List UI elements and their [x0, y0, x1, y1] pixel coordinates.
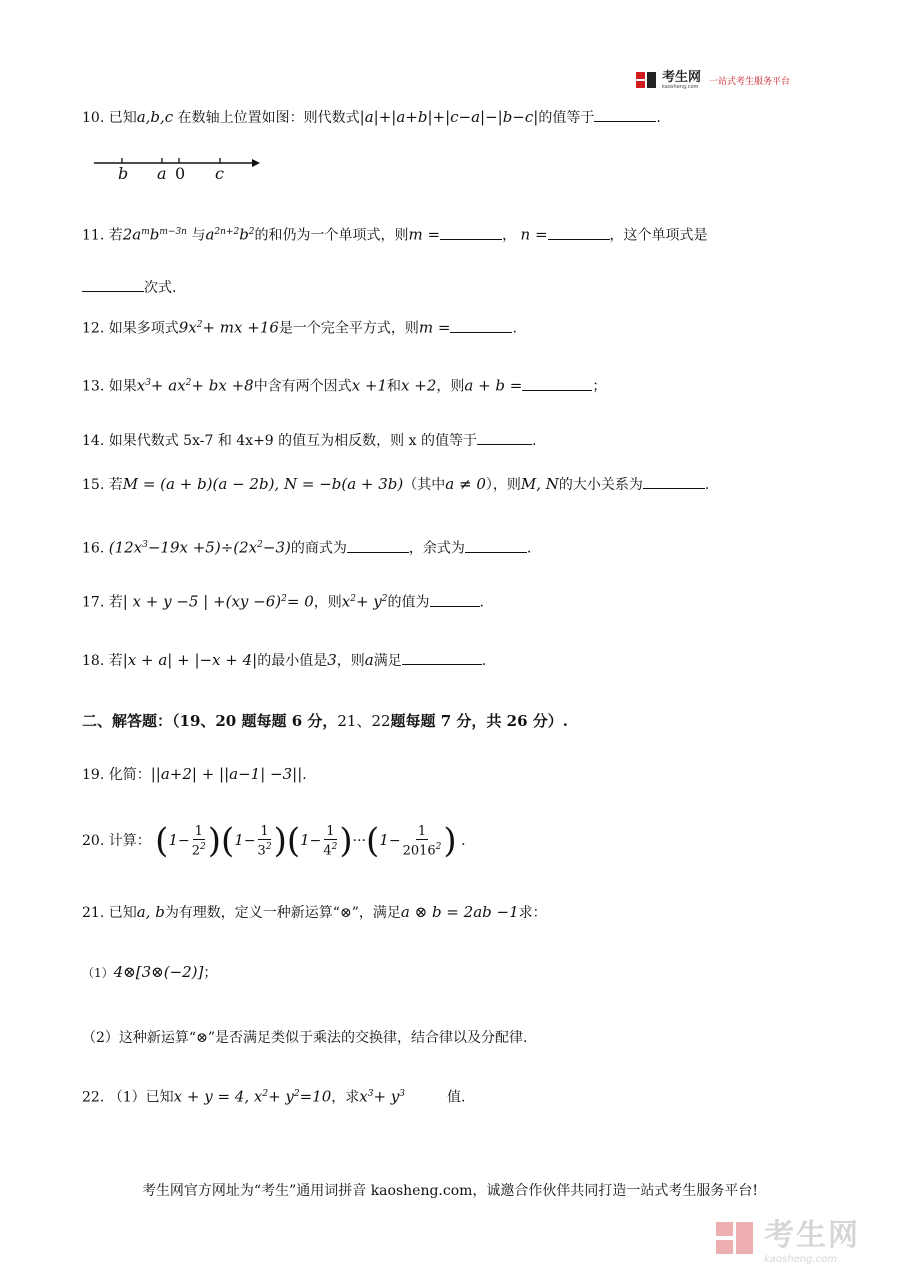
watermark-sub: kaosheng.com: [764, 1254, 837, 1265]
fraction-4: [403, 824, 442, 858]
q15-end: .: [704, 477, 710, 493]
paren-open: (: [221, 821, 235, 861]
q17-text-2: ，则: [313, 594, 342, 611]
q18-text-2: 的最小值是: [257, 653, 328, 669]
brand-name: 考生网: [662, 69, 702, 85]
q12-sup-1: 2: [196, 320, 203, 330]
q15-text-1: 若: [108, 477, 123, 493]
q21-math-3: 4⊗[3⊗(−2)]: [113, 963, 204, 981]
q19-math-1: ||a+2| + ||a−1| −3||: [150, 765, 303, 783]
fraction-3: [323, 824, 337, 858]
answer-blank-quotient: [347, 538, 409, 553]
question-number: 16.: [82, 540, 105, 557]
dots: ···: [352, 833, 367, 849]
q13-math-6: a + b =: [464, 376, 523, 395]
term-minus: −: [388, 833, 401, 849]
q16-math-3: −3): [262, 538, 291, 557]
q18-end: .: [481, 653, 487, 669]
question-20: [82, 818, 466, 863]
part-label-1: （1）: [82, 966, 114, 980]
q13-math-4: x +1: [351, 376, 388, 395]
question-16: [82, 535, 531, 559]
den-base: 4: [323, 843, 332, 859]
q11-text-2: 与: [191, 227, 206, 244]
q15-text-2: （其中: [403, 477, 446, 493]
question-14: [82, 430, 536, 451]
question-number: 17.: [82, 594, 105, 611]
question-number: 14.: [82, 433, 105, 449]
q22-math-5: + y: [373, 1087, 400, 1106]
frac-num: 1: [417, 823, 427, 839]
label-c: c: [215, 164, 224, 183]
q10-end: .: [656, 110, 661, 126]
watermark-logo-icon: [716, 1218, 756, 1258]
q19-end: .: [302, 767, 307, 783]
section2-math: 21、22: [337, 712, 391, 730]
q22-math-2: + y: [268, 1087, 294, 1106]
q17-end: .: [479, 594, 484, 611]
paren-close: ): [273, 821, 287, 861]
term-one: 1: [300, 831, 310, 849]
fraction-1: [192, 824, 206, 858]
question-number: 12.: [82, 320, 105, 337]
q19-text-1: 化简：: [108, 767, 151, 783]
question-number: 19.: [82, 767, 105, 783]
q17-text-3: 的值为: [387, 594, 430, 611]
q13-math-2: + ax: [150, 376, 186, 395]
q11-math-1: 2a: [122, 225, 142, 244]
brand-sub: kaosheng.com: [662, 83, 699, 90]
question-19: [82, 764, 307, 785]
fraction-2: [258, 824, 272, 858]
q21-math-1: a, b: [136, 903, 165, 921]
paren-open: (: [286, 821, 301, 861]
q17-math-2: = 0: [286, 592, 314, 611]
frac-num: 1: [326, 823, 335, 839]
den-sup: 2: [435, 841, 442, 852]
answer-blank: [522, 376, 592, 391]
watermark-text-block: [764, 1210, 860, 1265]
frac-den: [323, 840, 337, 858]
otimes-symbol: ⊗: [339, 905, 352, 921]
q13-text-2: 中含有两个因式: [253, 378, 352, 395]
q16-sup-1: 3: [142, 540, 148, 550]
den-base: 2: [191, 843, 200, 859]
q15-text-3: ），则: [485, 477, 521, 493]
q12-text-1: 如果多项式: [108, 320, 179, 337]
q12-math-2: + mx +16: [202, 318, 279, 337]
answer-blank-degree: [82, 277, 144, 292]
q17-sup-3: 2: [381, 594, 388, 604]
q12-end: .: [512, 320, 517, 337]
q14-end: .: [531, 433, 537, 449]
question-22: [82, 1084, 465, 1108]
q11-sup-1: m: [141, 227, 150, 237]
frac-den: [258, 840, 272, 858]
question-number: 18.: [82, 653, 105, 669]
q16-end: .: [526, 540, 532, 557]
q18-math-1: |x + a| + |−x + 4|: [122, 651, 258, 669]
q13-text-3: 和: [387, 378, 402, 395]
q11-math-5: m =: [408, 225, 441, 244]
brand-block: [662, 71, 701, 90]
q15-math-2: a ≠ 0: [445, 475, 486, 493]
term-one: 1: [379, 831, 389, 849]
answer-blank: [477, 430, 532, 445]
den-base: 3: [257, 843, 266, 859]
q22-text-2: ，求: [331, 1089, 360, 1106]
label-b: b: [118, 164, 129, 183]
term-one: 1: [234, 831, 244, 849]
q21-text-2: 为有理数，定义一种新运算“: [164, 905, 340, 921]
paren-close: ): [207, 821, 221, 861]
q22-sup-2: 2: [293, 1089, 300, 1099]
q20-text-1: 计算：: [108, 833, 151, 849]
term-minus: −: [243, 833, 256, 849]
q16-text-2: ，余式为: [408, 540, 465, 557]
q21-text-4: 求：: [518, 905, 547, 921]
footer-text: 考生网官方网址为“考生”通用词拼音 kaosheng.com，诚邀合作伙伴共同打造一站式考生服务平台!: [141, 1183, 759, 1199]
paren-open: (: [366, 821, 380, 861]
q17-sup-1: 2: [281, 594, 287, 604]
q17-text-1: 若: [108, 594, 123, 611]
question-11: [82, 222, 708, 246]
frac-den: [192, 840, 206, 858]
paren-close: ): [339, 821, 353, 861]
q10-text-3: 的值等于: [538, 110, 595, 126]
paren-open: (: [155, 821, 169, 861]
q18-text-4: 满足: [373, 653, 402, 669]
answer-blank: [402, 650, 482, 665]
question-11-cont: [82, 277, 176, 298]
answer-blank: [430, 592, 480, 607]
q12-text-2: 是一个完全平方式，则: [278, 320, 419, 337]
q11-sup-3: 2n+2: [214, 227, 240, 237]
q21-text-1: 已知: [108, 905, 137, 921]
question-13: [82, 373, 606, 397]
answer-blank: [643, 474, 705, 489]
q22-sup-4: 3: [399, 1089, 406, 1099]
question-12: [82, 315, 517, 339]
den-sup: 2: [200, 841, 206, 852]
question-21: [82, 902, 547, 923]
q17-math-3: x: [341, 592, 351, 611]
question-number: 15.: [82, 477, 105, 493]
q16-sup-2: 2: [257, 540, 263, 550]
q10-math-2: |a|+|a+b|+|c−a|−|b−c|: [359, 108, 539, 126]
q20-end: .: [461, 833, 466, 849]
header-logo: [636, 70, 790, 90]
q11-text-3: 的和仍为一个单项式，则: [254, 227, 409, 244]
brand-slogan: 一站式考生服务平台: [709, 76, 791, 87]
q17-sup-2: 2: [350, 594, 356, 604]
q16-math-1: (12x: [108, 538, 143, 557]
q10-text-1: 已知: [108, 110, 137, 126]
q15-math-1: M = (a + b)(a − 2b), N = −b(a + 3b): [122, 475, 404, 493]
q22-math-1: x + y = 4, x: [173, 1087, 263, 1106]
question-21-part-2: [82, 1028, 527, 1048]
question-21-part-1: [82, 962, 217, 983]
den-sup: 2: [331, 841, 338, 852]
term-minus: −: [309, 833, 322, 849]
q13-sup-1: 3: [145, 378, 151, 388]
section2-text-2: 题每题 7 分，共 26 分）.: [390, 712, 568, 730]
q18-math-2: 3: [327, 651, 337, 669]
question-number: 20.: [82, 833, 105, 849]
question-number: 11.: [82, 227, 105, 244]
paren-close: ): [443, 821, 457, 861]
otimes-symbol: ⊗: [196, 1030, 208, 1046]
answer-blank: [450, 318, 512, 333]
part2-text: ”是否满足类似于乘法的交换律，结合律以及分配律.: [207, 1030, 528, 1046]
q16-math-2: −19x +5)÷(2x: [147, 538, 258, 557]
question-18: [82, 650, 486, 671]
q11-text-1: 若: [108, 227, 123, 244]
number-line: [94, 150, 264, 194]
frac-num: 1: [194, 823, 203, 839]
q13-text-4: ，则: [436, 378, 465, 395]
q22-text-3: 值.: [447, 1089, 466, 1106]
q11-text-4: ，: [502, 227, 517, 244]
question-10: [82, 107, 661, 128]
q16-text-1: 的商式为: [290, 540, 347, 557]
q18-math-3: a: [364, 651, 374, 669]
q15-math-3: M, N: [520, 475, 559, 493]
q11-text-6: 次式.: [144, 280, 177, 296]
q11-text-5: ，这个单项式是: [609, 227, 708, 244]
q13-math-3: + bx +8: [191, 376, 254, 395]
q11-math-2: b: [149, 225, 160, 244]
q14-text: 如果代数式 5x-7 和 4x+9 的值互为相反数，则 x 的值等于: [108, 433, 477, 449]
den-base: 2016: [402, 843, 436, 859]
q17-math-4: + y: [355, 592, 382, 611]
q11-sup-2: m−3n: [159, 227, 187, 237]
frac-num: 1: [260, 823, 269, 839]
q22-math-4: x: [359, 1087, 368, 1106]
q15-text-4: 的大小关系为: [558, 477, 643, 493]
watermark-brand: 考生网: [764, 1218, 860, 1253]
q18-text-3: ，则: [336, 653, 365, 669]
q22-math-3: =10: [299, 1087, 332, 1106]
product-expression: [155, 821, 461, 861]
label-a: a: [157, 164, 167, 183]
q13-sup-2: 2: [185, 378, 192, 388]
question-17: [82, 589, 484, 613]
question-15: [82, 474, 709, 495]
q22-text-1: （1）已知: [108, 1089, 174, 1106]
q13-math-5: x +2: [401, 376, 437, 395]
q13-text-1: 如果: [108, 378, 137, 395]
section-2-heading: [82, 710, 568, 731]
q12-math-1: 9x: [178, 318, 197, 337]
answer-blank-n: [548, 225, 610, 240]
label-0: 0: [175, 164, 186, 183]
q21-text-3: ”，满足: [351, 905, 401, 921]
frac-den: [403, 840, 442, 858]
answer-blank-m: [440, 225, 502, 240]
q10-math-1: a,b,c: [136, 108, 174, 126]
q18-text-1: 若: [108, 653, 123, 669]
section2-text-1: 二、解答题：（19、20 题每题 6 分，: [82, 712, 338, 730]
question-number: 10.: [82, 110, 105, 126]
answer-blank: [594, 107, 656, 122]
q22-sup-3: 3: [367, 1089, 374, 1099]
part1-end: ；: [203, 965, 218, 981]
q13-math-1: x: [136, 376, 146, 395]
q11-math-4: b: [239, 225, 249, 244]
q11-math-6: n =: [520, 225, 548, 244]
q12-math-3: m =: [418, 318, 451, 337]
question-number: 13.: [82, 378, 105, 395]
question-number: 21.: [82, 905, 105, 921]
q17-math-1: | x + y −5 | +(xy −6): [122, 592, 282, 611]
watermark: [716, 1210, 860, 1265]
q11-sup-4: 2: [248, 227, 255, 237]
q21-math-2: a ⊗ b = 2ab −1: [400, 903, 519, 921]
q11-math-3: a: [205, 225, 215, 244]
kaosheng-logo-icon: [636, 70, 658, 90]
den-sup: 2: [265, 841, 272, 852]
part-label-2: （2）这种新运算“: [82, 1030, 197, 1046]
q13-end: ；: [592, 378, 607, 395]
question-number: 22.: [82, 1089, 105, 1106]
number-line-arrow: [252, 159, 260, 167]
term-minus: −: [177, 833, 190, 849]
term-one: 1: [168, 831, 178, 849]
q10-text-2: 在数轴上位置如图：则代数式: [177, 110, 360, 126]
q22-sup-1: 2: [262, 1089, 269, 1099]
answer-blank-remainder: [465, 538, 527, 553]
